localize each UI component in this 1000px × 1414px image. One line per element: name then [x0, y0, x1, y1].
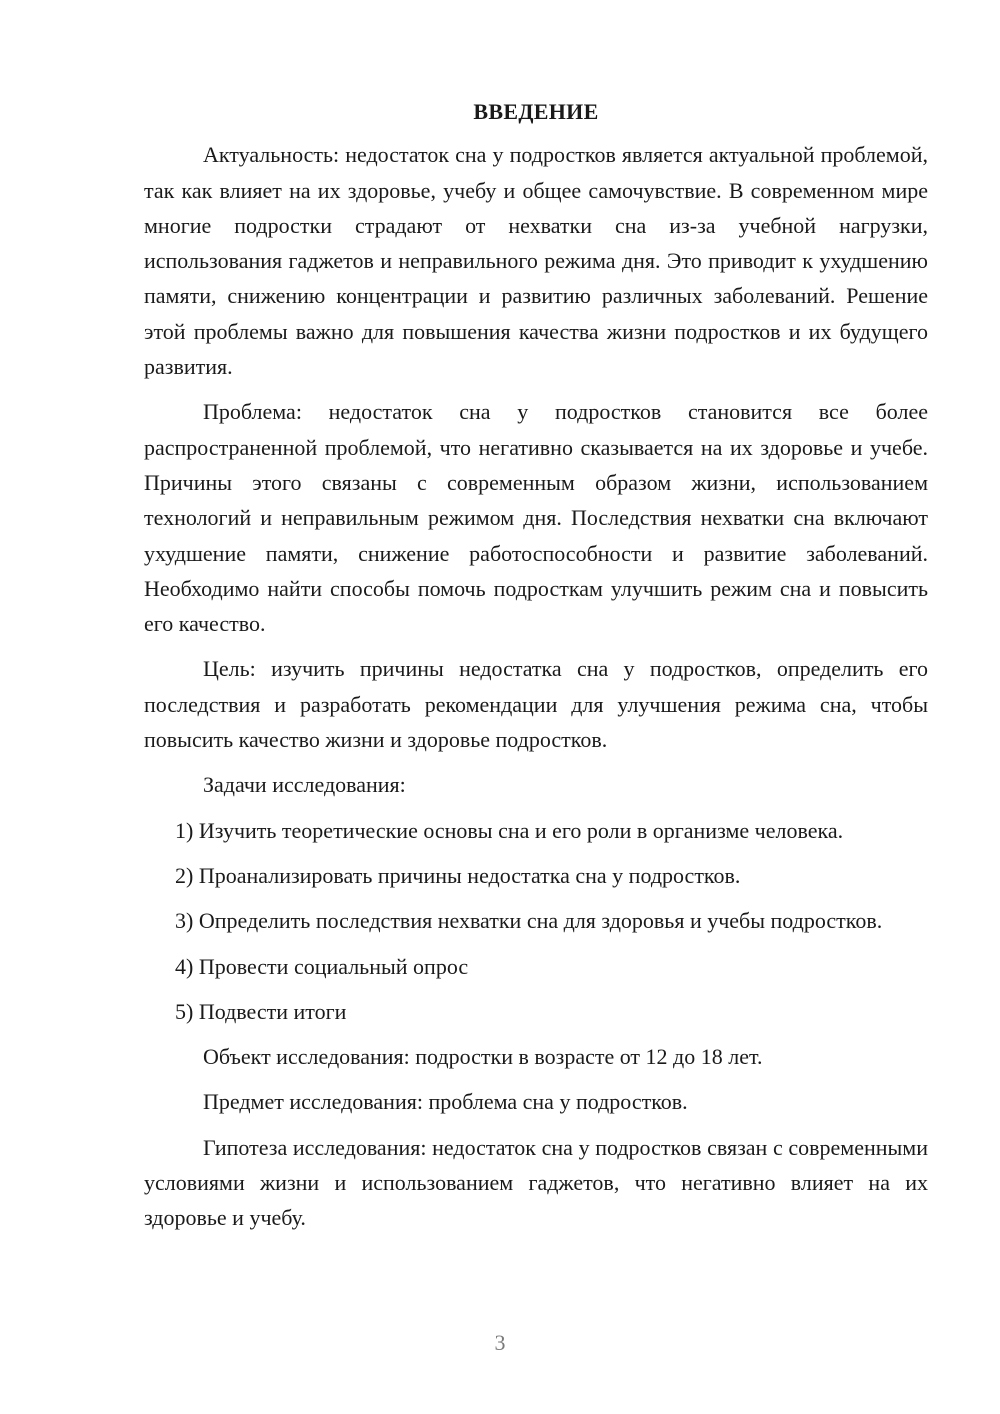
goal-paragraph: Цель: изучить причины недостатка сна у подростков, определить его последствия и разработать рекомендации для улучшения режима сна, чтобы повысить качество жизни и здоровье подростков. [144, 656, 928, 753]
page-number: 3 [494, 1330, 506, 1355]
tasks-heading: Задачи исследования: [203, 772, 406, 798]
task-item: 2) Проанализировать причины недостатка сна у подростков. [175, 862, 741, 888]
document-title: ВВЕДЕНИЕ [473, 99, 599, 124]
document-page [144, 94, 928, 1236]
task-item: 1) Изучить теоретические основы сна и его роли в организме человека. [175, 817, 844, 843]
task-item: 3) Определить последствия нехватки сна для здоровья и учебы подростков. [175, 908, 883, 934]
hypothesis-paragraph: Гипотеза исследования: недостаток сна у подростков связан с современными условиями жизни и использованием гаджетов, что негативно влияет на их здоровье и учебу. [144, 1134, 928, 1231]
research-object-paragraph: Объект исследования: подростки в возрасте от 12 до 18 лет. [203, 1044, 763, 1070]
problem-paragraph: Проблема: недостаток сна у подростков становится все более распространенной проблемой, что негативно сказывается на их здоровье и учебе. Причины этого связаны с современным образом жизни, использованием технологий и неправильным режимом дня. Последствия нехватки сна включают ухудшение памяти, снижение работоспособности и развитие заболеваний. Необходимо найти способы помочь подросткам улучшить режим сна и повысить его качество. [144, 399, 928, 637]
relevance-paragraph: Актуальность: недостаток сна у подростков является актуальной проблемой, так как влияет на их здоровье, учебу и общее самочувствие. В современном мире многие подростки страдают от нехватки сна из-за учебной нагрузки, использования гаджетов и неправильного режима дня. Это приводит к ухудшению памяти, снижению концентрации и развитию различных заболеваний. Решение этой проблемы важно для повышения качества жизни подростков и их будущего развития. [144, 142, 928, 380]
task-item: 5) Подвести итоги [175, 998, 347, 1024]
task-item: 4) Провести социальный опрос [175, 953, 469, 979]
tasks-list [144, 813, 928, 1029]
research-subject-paragraph: Предмет исследования: проблема сна у подростков. [203, 1089, 688, 1115]
